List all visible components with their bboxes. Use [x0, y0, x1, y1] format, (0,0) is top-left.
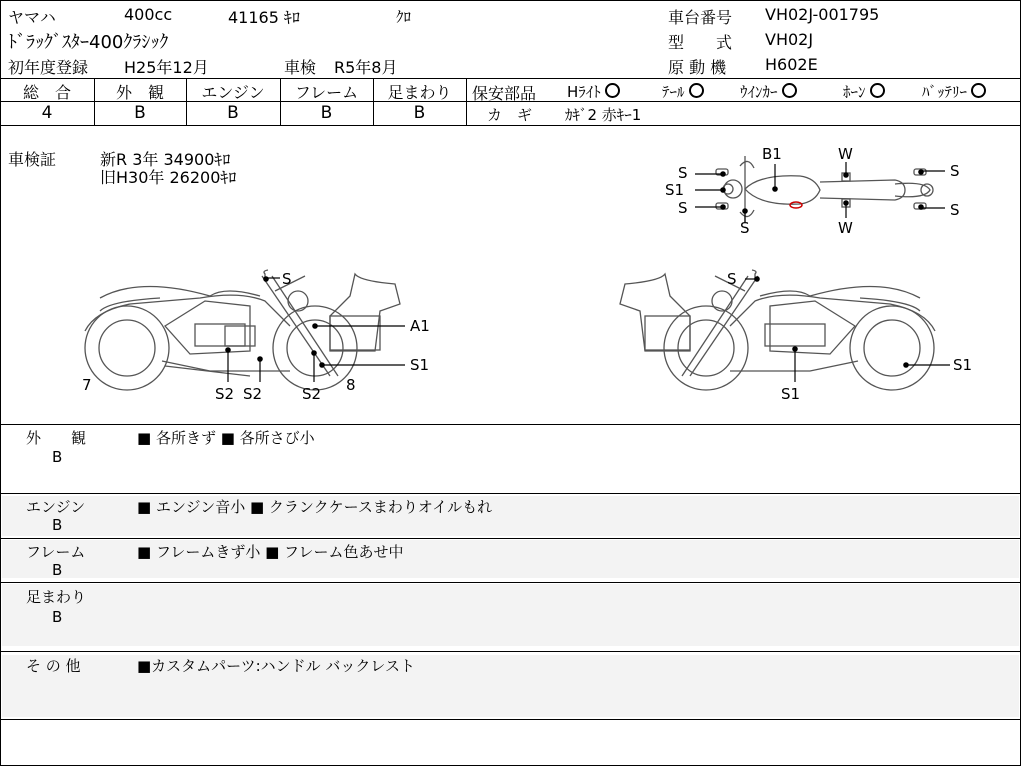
shaded-row — [2, 584, 1019, 646]
note-grade-exterior: B — [52, 448, 63, 466]
label-a1: A1 — [410, 317, 430, 335]
note-text-frame: ■ フレームきず小 ■ フレーム色あせ中 — [137, 543, 404, 561]
inspection-label: 車検 — [284, 58, 317, 77]
ok-circle-icon — [782, 83, 797, 98]
label-s-right2: S — [950, 201, 960, 219]
first-reg-value: H25年12月 — [124, 58, 209, 77]
type-label: 型 式 — [668, 33, 733, 52]
certificate-old: 旧H30年 26200ｷﾛ — [100, 168, 237, 187]
grade-header-frame: フレーム — [294, 83, 359, 102]
grade-header-suspension: 足まわり — [387, 83, 452, 102]
damage-diagram — [0, 126, 1021, 424]
note-text-engine: ■ エンジン音小 ■ クランクケースまわりオイルもれ — [137, 498, 493, 516]
note-title-frame: フレーム — [26, 543, 86, 561]
note-title-exterior: 外 観 — [26, 429, 87, 447]
label-s-left1: S — [678, 164, 688, 182]
divider — [466, 78, 467, 125]
label-7: 7 — [82, 376, 92, 394]
color: ｸﾛ — [396, 8, 412, 26]
divider — [0, 538, 1021, 539]
note-text-other: ■カスタムパーツ:ハンドル バックレスト — [137, 657, 415, 675]
key-label: カ ギ — [487, 106, 533, 124]
divider — [0, 78, 1021, 79]
label-b1: B1 — [762, 145, 782, 163]
maker: ヤマハ — [8, 8, 56, 27]
divider — [0, 719, 1021, 720]
divider — [0, 493, 1021, 494]
safety-tail: ﾃｰﾙ — [662, 81, 704, 102]
label-right-s1a: S1 — [953, 356, 973, 374]
label-s2b: S2 — [243, 385, 263, 403]
safety-battery: ﾊﾞｯﾃﾘｰ — [922, 81, 986, 102]
engine-value: H602E — [765, 55, 818, 74]
safety-winker: ｳｲﾝｶｰ — [740, 81, 797, 102]
model-name: ﾄﾞﾗｯｸﾞｽﾀｰ400ｸﾗｼｯｸ — [8, 32, 169, 53]
label-w-top: W — [838, 145, 853, 163]
note-text-exterior: ■ 各所きず ■ 各所さび小 — [137, 429, 315, 447]
red-mark — [790, 202, 802, 208]
right-side-bike — [620, 270, 935, 390]
grade-frame: B — [320, 103, 333, 123]
first-reg-label: 初年度登録 — [8, 58, 89, 77]
grade-header-overall: 総 合 — [22, 83, 71, 102]
inspection-value: R5年8月 — [334, 58, 398, 77]
grade-suspension: B — [413, 103, 426, 123]
ok-circle-icon — [870, 83, 885, 98]
divider — [0, 651, 1021, 652]
label-s2c: S2 — [302, 385, 322, 403]
frame-no-label: 車台番号 — [668, 8, 733, 27]
note-grade-engine: B — [52, 516, 63, 534]
engine-label: 原 動 機 — [668, 58, 727, 77]
label-s1-top: S1 — [665, 181, 685, 199]
label-s-left2: S — [678, 199, 688, 217]
label-right-s: S — [727, 270, 737, 288]
label-8: 8 — [346, 376, 356, 394]
key-value: ｶｷﾞ2 赤ｷｰ1 — [565, 106, 642, 124]
label-w-bottom: W — [838, 219, 853, 237]
certificate-label: 車検証 — [8, 150, 57, 169]
safety-headlight: Hﾗｲﾄ — [567, 81, 620, 102]
label-right-s1b: S1 — [781, 385, 801, 403]
mileage: 41165 ｷﾛ — [228, 8, 300, 27]
certificate-new: 新R 3年 34900ｷﾛ — [100, 150, 231, 169]
note-grade-frame: B — [52, 561, 63, 579]
top-view-bike — [716, 156, 933, 222]
label-s-right1: S — [950, 162, 960, 180]
grade-exterior: B — [134, 103, 146, 123]
ok-circle-icon — [971, 83, 986, 98]
divider — [0, 582, 1021, 583]
note-title-other: そ の 他 — [26, 657, 81, 675]
displacement: 400cc — [124, 5, 173, 24]
grade-header-engine: エンジン — [201, 83, 265, 102]
safety-label: 保安部品 — [472, 84, 537, 103]
ok-circle-icon — [689, 83, 704, 98]
label-left-s: S — [282, 270, 292, 288]
ok-circle-icon — [605, 83, 620, 98]
frame-no-value: VH02J-001795 — [765, 5, 880, 24]
grade-header-exterior: 外 観 — [115, 83, 164, 102]
note-title-suspension: 足まわり — [26, 588, 87, 606]
note-title-engine: エンジン — [26, 498, 86, 516]
label-s2a: S2 — [215, 385, 235, 403]
safety-horn: ﾎｰﾝ — [843, 81, 885, 102]
label-s-bottom: S — [740, 219, 750, 237]
note-grade-suspension: B — [52, 608, 63, 626]
label-left-s1: S1 — [410, 356, 430, 374]
divider — [0, 424, 1021, 425]
type-value: VH02J — [765, 30, 814, 49]
grade-engine: B — [227, 103, 239, 123]
left-side-bike — [85, 270, 400, 390]
grade-overall: 4 — [41, 103, 53, 123]
